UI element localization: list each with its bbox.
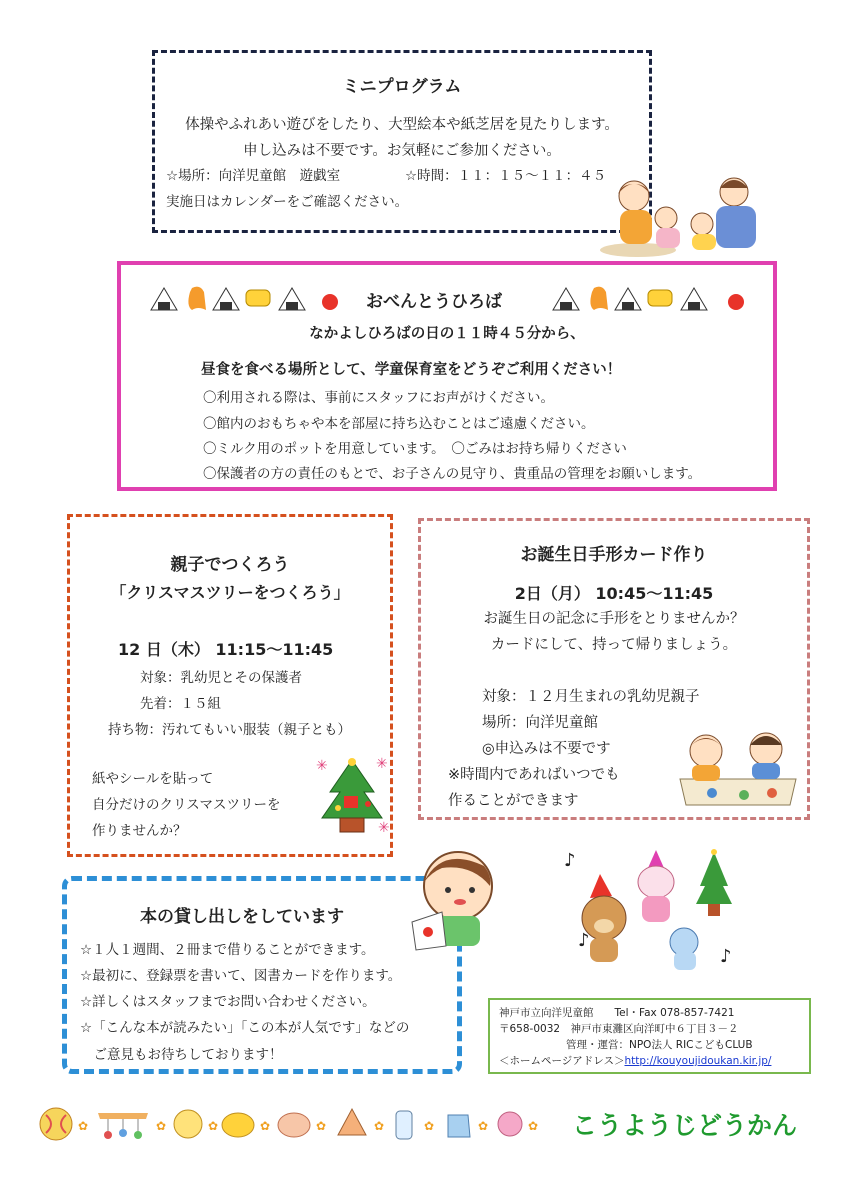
birthday-date: 2日（月） 10:45〜11:45	[514, 584, 714, 603]
obento-sub2: 昼食を食べる場所として、学童保育室をどうぞご利用ください！	[201, 362, 622, 378]
svg-text:✿: ✿	[208, 1119, 219, 1133]
obento-item: 〇館内のおもちゃや本を部屋に持ち込むことはご遠慮ください。	[203, 416, 595, 432]
svg-text:✿: ✿	[78, 1119, 89, 1133]
obento-sub1: なかよしひろばの日の１１時４５分から、	[309, 326, 585, 342]
onigiri-decoration-left-icon	[150, 284, 350, 316]
book-lending-item: ☆１人１週間、２冊まで借りることができます。	[80, 942, 375, 958]
birthday-apply: ◎申込みは不要です	[482, 741, 611, 757]
mini-program-line1: 体操やふれあい遊びをしたり、大型絵本や紙芝居を見たりします。	[185, 117, 619, 133]
contact-line3: 管理・運営：NPO法人 RICこどもCLUB	[566, 1039, 753, 1051]
book-lending-item: ご意見もお待ちしております！	[80, 1047, 283, 1063]
onigiri-decoration-right-icon	[552, 284, 752, 316]
birthday-target: 対象：１２月生まれの乳幼児親子	[482, 689, 700, 705]
svg-text:✳: ✳	[378, 820, 390, 836]
mini-program-place: ☆場所：向洋児童館 遊戯室	[166, 168, 341, 184]
children-handprint-illustration	[672, 727, 802, 807]
book-lending-item: ☆最初に、登録票を書いて、図書カードを作ります。	[80, 968, 402, 984]
birthday-title: お誕生日手形カード作り	[520, 545, 708, 565]
birthday-note2: 作ることができます	[448, 793, 579, 809]
mini-program-line4: 実施日はカレンダーをご確認ください。	[166, 194, 409, 210]
homepage-label: ＜ホームページアドレス＞	[499, 1055, 625, 1067]
craft-desc: 作りませんか？	[92, 823, 187, 839]
mini-program-line2: 申し込みは不要です。お気軽にご参加ください。	[243, 143, 561, 159]
contact-line4	[499, 1053, 771, 1068]
christmas-tree-icon	[312, 756, 392, 840]
svg-text:✿: ✿	[316, 1119, 327, 1133]
contact-line2: 〒658-0032 神戸市東灘区向洋町中６丁目３－２	[499, 1023, 739, 1035]
svg-text:♪: ♪	[578, 930, 590, 951]
craft-date: 12 日（木） 11:15〜11:45	[118, 640, 334, 659]
svg-text:♪: ♪	[564, 850, 576, 871]
svg-text:✳: ✳	[376, 756, 388, 772]
birthday-place: 場所：向洋児童館	[482, 715, 598, 731]
craft-title2: 「クリスマスツリーをつくろう」	[110, 583, 350, 602]
book-lending-item: ☆「こんな本が読みたい」「この本が人気です」などの	[80, 1020, 410, 1036]
mini-program-title: ミニプログラム	[342, 77, 462, 97]
obento-item: 〇ミルク用のポットを用意しています。 〇ごみはお持ち帰りください	[203, 441, 627, 457]
svg-text:✿: ✿	[156, 1119, 167, 1133]
svg-text:✿: ✿	[528, 1119, 539, 1133]
footer-brand: こうようじどうかん	[572, 1111, 798, 1140]
birthday-desc1: お誕生日の記念に手形をとりませんか？	[483, 611, 745, 627]
craft-target: 対象：乳幼児とその保護者	[140, 670, 302, 686]
svg-text:✿: ✿	[260, 1119, 271, 1133]
craft-desc: 紙やシールを貼って	[92, 771, 214, 787]
svg-text:♪: ♪	[720, 946, 732, 967]
obento-hiroba-title: おべんとうひろば	[366, 292, 502, 312]
svg-text:✿: ✿	[424, 1119, 435, 1133]
book-lending-title: 本の貸し出しをしています	[140, 907, 344, 927]
mini-program-time: ☆時間：１１：１５〜１１：４５	[405, 168, 607, 184]
svg-text:✳: ✳	[316, 758, 328, 774]
book-lending-item: ☆詳しくはスタッフまでお問い合わせください。	[80, 994, 376, 1010]
craft-bring: 持ち物：汚れてもいい服装（親子とも）	[108, 722, 351, 738]
craft-capacity: 先着：１５組	[140, 696, 221, 712]
craft-title1: 親子でつくろう	[170, 555, 290, 575]
obento-item: 〇保護者の方の責任のもとで、お子さんの見守り、貴重品の管理をお願いします。	[203, 466, 702, 482]
baby-items-decoration-icon	[38, 1101, 558, 1147]
obento-item: 〇利用される際は、事前にスタッフにお声がけください。	[203, 390, 554, 406]
homepage-link[interactable]: http://kouyoujidoukan.kir.jp/	[624, 1055, 772, 1067]
family-illustration	[598, 172, 770, 258]
child-reading-book-illustration	[402, 846, 502, 952]
svg-text:✿: ✿	[374, 1119, 385, 1133]
svg-text:✿: ✿	[478, 1119, 489, 1133]
party-animals-illustration	[560, 846, 740, 976]
craft-desc: 自分だけのクリスマスツリーを	[92, 797, 281, 813]
birthday-note1: ※時間内であればいつでも	[448, 767, 620, 783]
contact-line1: 神戸市立向洋児童館 Tel・Fax 078-857-7421	[499, 1007, 735, 1019]
birthday-desc2: カードにして、持って帰りましょう。	[490, 637, 738, 653]
